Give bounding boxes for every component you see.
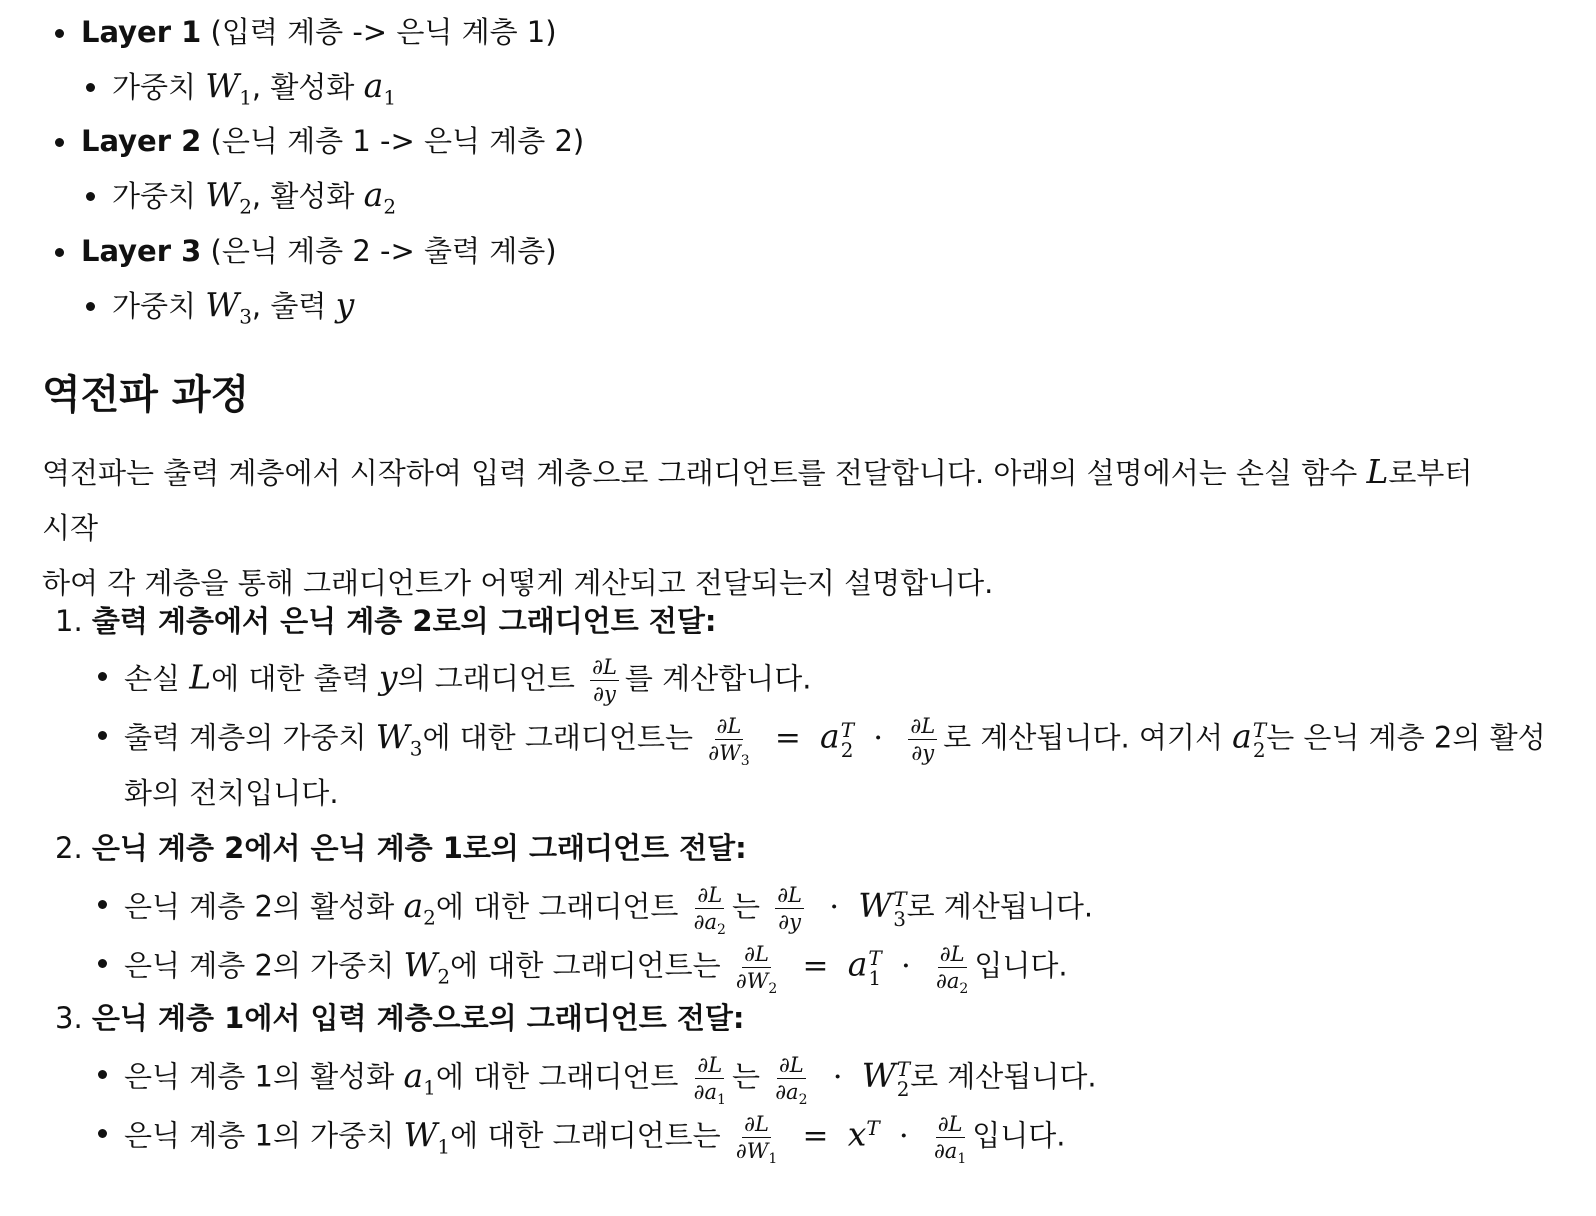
step-3-title-text: 은닉 계층 1에서 입력 계층으로의 그래디언트 전달:	[91, 1001, 745, 1035]
layer-3-weight: $W_3$	[205, 285, 252, 329]
intro-loss-symbol: L	[1366, 452, 1389, 491]
layer-1-subitem	[112, 66, 397, 110]
layer-2-sub-prefix: 가중치	[112, 179, 197, 213]
layer-1-desc: (입력 계층 -> 은닉 계층 1)	[210, 15, 557, 49]
step-3-bullet-1: 은닉 계층 1의 활성화 $a_1$에 대한 그래디언트 $\frac{\partial L}{\partial a_1}$ 는 $\frac{\partial L}{\partial a_2}$ · W T 2 로 계산됩니다.	[124, 1053, 1097, 1109]
layer-1-sub-mid: , 활성화	[251, 70, 355, 104]
fraction-dL-dy: $\frac{\partial L}{\partial y}$	[777, 883, 802, 934]
step-2-title-text: 은닉 계층 2에서 은닉 계층 1로의 그래디언트 전달:	[91, 831, 747, 865]
step-1-title-text: 출력 계층에서 은닉 계층 2로의 그래디언트 전달:	[91, 604, 717, 638]
section-heading: 역전파 과정	[42, 372, 250, 418]
step-3-bullet-2: 은닉 계층 1의 가중치 $W_1$에 대한 그래디언트는 $\frac{\partial L}{\partial W_1}$ = $x^T$ · $\frac{\partial L}{\partial a_1}$ 입니다.	[124, 1112, 1066, 1168]
fraction-dL-da1: $\frac{\partial L}{\partial a_1}$	[933, 1112, 967, 1168]
layer-3-output: y	[335, 285, 355, 324]
layer-3-item	[81, 231, 557, 271]
fraction-dL-da2: $\frac{\partial L}{\partial a_2}$	[936, 942, 969, 998]
step-2-bullet-2: 은닉 계층 2의 가중치 $W_2$에 대한 그래디언트는 $\frac{\partial L}{\partial W_2}$ = a T 1 · $\frac{\partial L}{\partial a_2}$ 입니다.	[124, 942, 1068, 998]
layer-3-subitem	[112, 285, 355, 329]
layer-2-desc: (은닉 계층 1 -> 은닉 계층 2)	[210, 124, 585, 158]
intro-text-1: 역전파는 출력 계층에서 시작하여 입력 계층으로 그래디언트를 전달합니다. 아래의 설명에서는 손실 함수	[42, 456, 1358, 490]
step-3-title	[55, 998, 745, 1038]
layer-2-sub-mid: , 활성화	[251, 179, 355, 213]
step-2-number: 2.	[55, 831, 83, 865]
layer-1-title: Layer 1	[81, 15, 202, 49]
layer-3-title: Layer 3	[81, 234, 202, 268]
fraction-dL-da2: $\frac{\partial L}{\partial a_2}$	[693, 883, 726, 939]
fraction-dL-dW3: $\frac{\partial L}{\partial W_3}$	[708, 714, 750, 770]
step-1-title	[55, 601, 717, 641]
step-2-title	[55, 828, 747, 868]
intro-text-2: 로부터 시작	[42, 456, 1473, 545]
layer-2-subitem	[112, 175, 397, 219]
layer-3-sub-prefix: 가중치	[112, 289, 197, 323]
intro-text-3: 하여 각 계층을 통해 그래디언트가 어떻게 계산되고 전달되는지 설명합니다.	[42, 566, 994, 600]
layer-2-item	[81, 121, 584, 161]
layer-1-weight: $W_1$	[205, 66, 252, 110]
layer-2-activation: $a_2$	[363, 175, 397, 219]
fraction-dL-da1: $\frac{\partial L}{\partial a_1}$	[693, 1053, 726, 1109]
fraction-dL-da2: $\frac{\partial L}{\partial a_2}$	[775, 1053, 808, 1109]
layer-1-item	[81, 12, 557, 52]
step-1-bullet-1: 손실 L에 대한 출력 y의 그래디언트 $\frac{\partial L}{\partial y}$ 를 계산합니다.	[124, 655, 812, 706]
step-1-bullet-2-cont: 화의 전치입니다.	[124, 776, 339, 810]
layer-3-sub-mid: , 출력	[251, 289, 327, 323]
step-1-bullet-2: 출력 계층의 가중치 $W_3$에 대한 그래디언트는 $\frac{\partial L}{\partial W_3}$ = a T 2 · $\frac{\partial L}{\partial y}$ 로 계산됩니다. 여기서 a T 2 는 은닉 계층 2의 활성	[124, 714, 1546, 770]
fraction-dL-dy: $\frac{\partial L}{\partial y}$	[910, 714, 936, 765]
fraction-dL-dW1: $\frac{\partial L}{\partial W_1}$	[735, 1112, 778, 1168]
layer-1-activation: $a_1$	[363, 66, 397, 110]
layer-3-desc: (은닉 계층 2 -> 출력 계층)	[210, 234, 557, 268]
layer-1-sub-prefix: 가중치	[112, 70, 197, 104]
step-1-number: 1.	[55, 604, 83, 638]
layer-2-weight: $W_2$	[205, 175, 252, 219]
fraction-dL-dW2: $\frac{\partial L}{\partial W_2}$	[735, 942, 778, 998]
intro-paragraph	[42, 444, 1482, 611]
step-2-bullet-1: 은닉 계층 2의 활성화 $a_2$에 대한 그래디언트 $\frac{\partial L}{\partial a_2}$ 는 $\frac{\partial L}{\partial y}$ · W T 3 로 계산됩니다.	[124, 883, 1094, 939]
step-3-number: 3.	[55, 1001, 83, 1035]
fraction-dL-dy: $\frac{\partial L}{\partial y}$	[592, 655, 617, 706]
layer-2-title: Layer 2	[81, 124, 202, 158]
